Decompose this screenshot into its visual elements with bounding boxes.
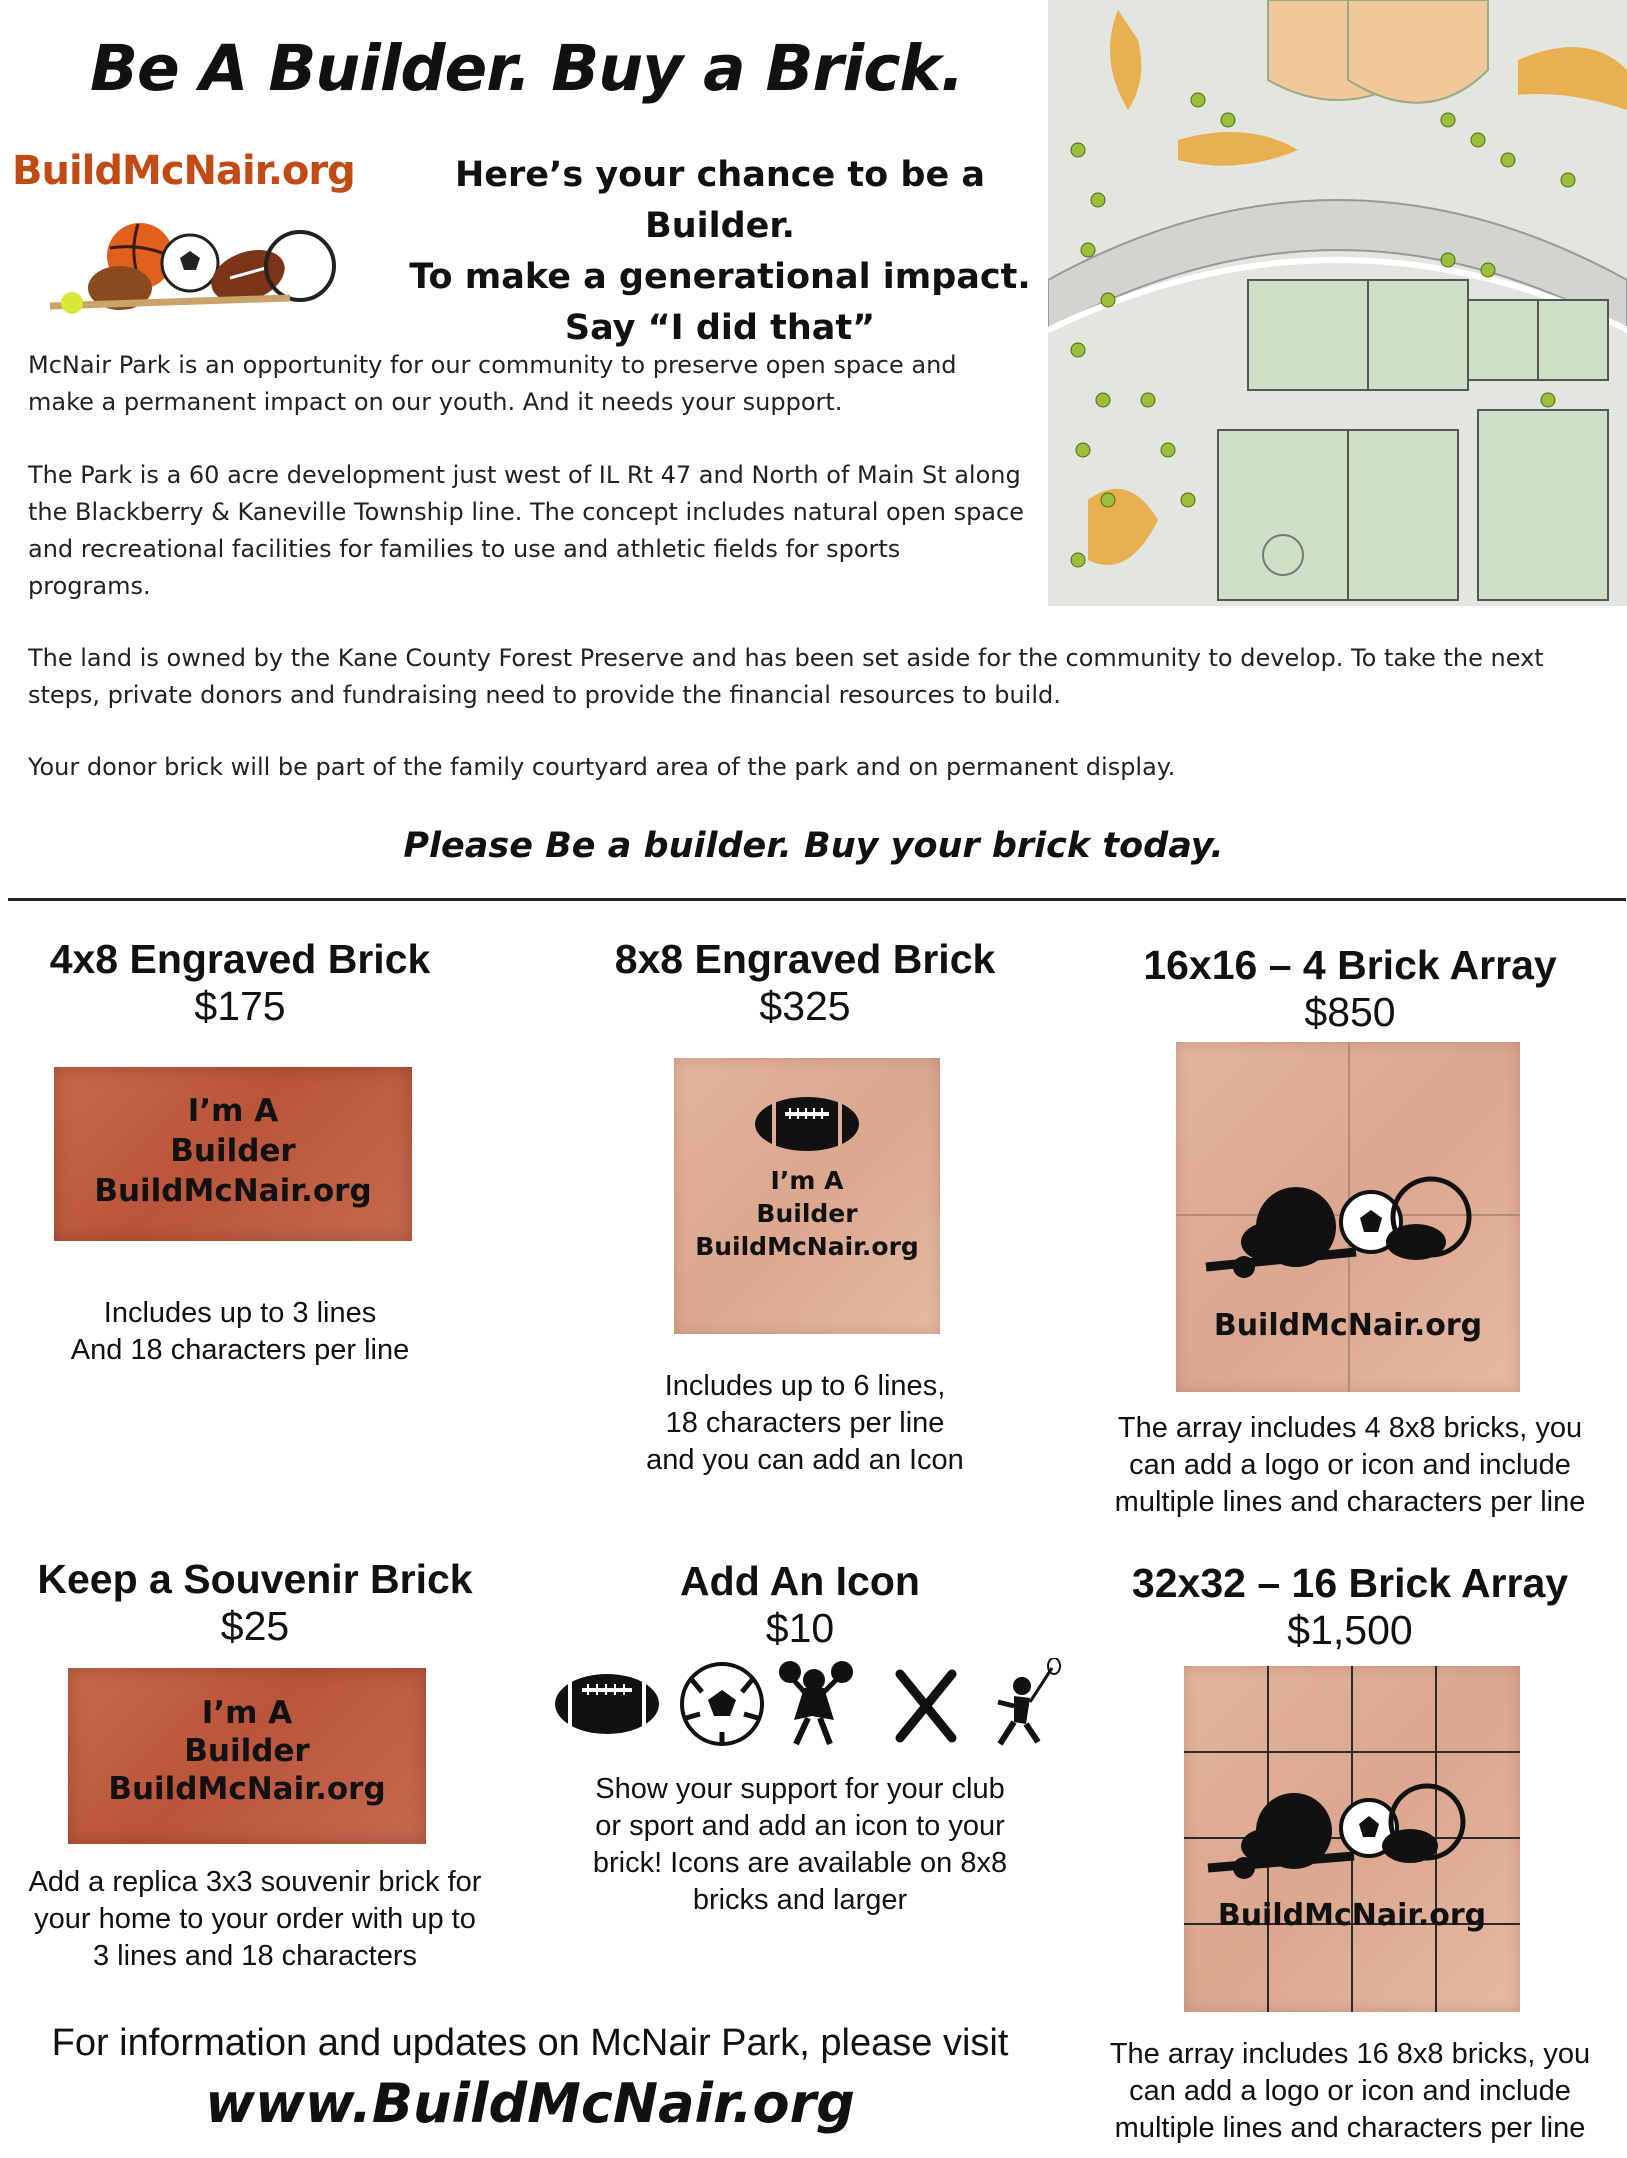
brick-souvenir-image bbox=[68, 1668, 426, 1844]
product-16x16-description bbox=[1090, 1410, 1610, 1521]
desc-line: multiple lines and characters per line bbox=[1114, 1486, 1586, 1518]
product-souvenir-description bbox=[5, 1864, 505, 1975]
desc-line: Show your support for your club bbox=[595, 1773, 1005, 1805]
footer-url-link[interactable]: www.BuildMcNair.org bbox=[205, 2072, 855, 2135]
desc-line: multiple lines and characters per line bbox=[1114, 2112, 1586, 2144]
crossed-bats-icon bbox=[900, 1674, 952, 1738]
footer-text: For information and updates on McNair Park, please visit bbox=[51, 2022, 1009, 2064]
football-icon bbox=[752, 1094, 862, 1154]
tagline-line-1: Here’s your chance to be a Builder. bbox=[455, 155, 985, 246]
section-divider bbox=[8, 898, 1626, 901]
intro-paragraph-4: Your donor brick will be part of the family courtyard area of the park and on permanent display. bbox=[28, 753, 1176, 781]
brick-line-1: I’m A bbox=[201, 1695, 293, 1731]
desc-line: can add a logo or icon and include bbox=[1129, 2075, 1571, 2107]
product-icon-description bbox=[555, 1771, 1045, 1919]
brick-line-2: Builder bbox=[756, 1199, 858, 1228]
product-4x8-title: 4x8 Engraved Brick bbox=[49, 936, 431, 982]
page-title: Be A Builder. Buy a Brick. bbox=[90, 32, 964, 105]
product-4x8-description bbox=[20, 1295, 460, 1369]
brick-8x8-image bbox=[674, 1058, 940, 1334]
product-32x32-title: 32x32 – 16 Brick Array bbox=[1131, 1560, 1569, 1606]
product-8x8-title: 8x8 Engraved Brick bbox=[614, 936, 996, 982]
desc-line: The array includes 16 8x8 bricks, you bbox=[1109, 2038, 1591, 2070]
product-16x16-price: $850 bbox=[1304, 989, 1396, 1035]
lacrosse-player-icon bbox=[998, 1658, 1060, 1744]
product-8x8-description bbox=[565, 1368, 1045, 1479]
product-8x8 bbox=[565, 936, 1045, 1030]
product-icon-price: $10 bbox=[765, 1605, 835, 1651]
product-32x32-description bbox=[1080, 2036, 1620, 2147]
logo-text: BuildMcNair.org bbox=[12, 148, 355, 194]
product-16x16 bbox=[1090, 942, 1610, 1036]
product-4x8 bbox=[20, 936, 460, 1030]
tagline bbox=[400, 150, 1040, 354]
desc-line: brick! Icons are available on 8x8 bbox=[592, 1847, 1008, 1879]
product-8x8-price: $325 bbox=[759, 983, 851, 1029]
call-to-action: Please Be a builder. Buy your brick today. bbox=[403, 826, 1224, 866]
sports-balls-icon bbox=[1176, 1122, 1520, 1322]
array-label: BuildMcNair.org bbox=[1213, 1308, 1483, 1343]
icon-options bbox=[552, 1658, 1062, 1750]
brick-line-3: BuildMcNair.org bbox=[695, 1232, 919, 1261]
product-souvenir-price: $25 bbox=[220, 1603, 290, 1649]
intro-paragraph-3: The land is owned by the Kane County Forest Preserve and has been set aside for the community to develop. To take the next steps, private donors and fundraising need to provide the financial resources to build. bbox=[28, 644, 1544, 709]
brick-4x8-image bbox=[54, 1067, 412, 1241]
brick-line-1: I’m A bbox=[770, 1166, 844, 1195]
desc-line: Includes up to 3 lines bbox=[103, 1297, 377, 1329]
product-16x16-title: 16x16 – 4 Brick Array bbox=[1143, 942, 1557, 988]
tagline-line-2: To make a generational impact. bbox=[409, 257, 1031, 297]
brick-line-3: BuildMcNair.org bbox=[94, 1173, 372, 1209]
product-souvenir-title: Keep a Souvenir Brick bbox=[37, 1556, 473, 1602]
football-icon bbox=[555, 1674, 659, 1734]
desc-line: your home to your order with up to bbox=[34, 1903, 476, 1935]
desc-line: or sport and add an icon to your bbox=[595, 1810, 1005, 1842]
brick-line-2: Builder bbox=[184, 1733, 310, 1769]
array-label: BuildMcNair.org bbox=[1217, 1898, 1487, 1933]
desc-line: 3 lines and 18 characters bbox=[92, 1940, 418, 1972]
park-site-plan bbox=[1048, 0, 1627, 606]
brick-line-3: BuildMcNair.org bbox=[108, 1771, 386, 1807]
desc-line: Includes up to 6 lines, bbox=[664, 1370, 946, 1402]
brick-array-32x32-image bbox=[1184, 1666, 1520, 2012]
desc-line: Add a replica 3x3 souvenir brick for bbox=[28, 1866, 482, 1898]
sports-balls-icon bbox=[10, 148, 370, 318]
desc-line: 18 characters per line bbox=[665, 1407, 945, 1439]
tagline-line-3: Say “I did that” bbox=[564, 308, 876, 348]
product-4x8-price: $175 bbox=[194, 983, 286, 1029]
desc-line: and you can add an Icon bbox=[646, 1444, 964, 1476]
buildmcnair-logo bbox=[10, 148, 370, 318]
brick-line-1: I’m A bbox=[187, 1093, 279, 1129]
soccer-ball-icon bbox=[682, 1664, 762, 1744]
intro-paragraph-2: The Park is a 60 acre development just west of IL Rt 47 and North of Main St along the Blackberry & Kaneville Township line. The concept includes natural open space and recreational facilities for families to use and athletic fields for sports programs. bbox=[28, 461, 1024, 600]
brick-line-2: Builder bbox=[170, 1133, 296, 1169]
desc-line: bricks and larger bbox=[692, 1884, 908, 1916]
product-32x32 bbox=[1090, 1560, 1610, 1654]
desc-line: can add a logo or icon and include bbox=[1129, 1449, 1571, 1481]
product-icon-title: Add An Icon bbox=[680, 1558, 920, 1604]
product-souvenir bbox=[10, 1556, 500, 1650]
desc-line: And 18 characters per line bbox=[70, 1334, 410, 1366]
product-32x32-price: $1,500 bbox=[1287, 1607, 1413, 1653]
cheerleader-icon bbox=[779, 1661, 853, 1744]
brick-array-16x16-image bbox=[1176, 1042, 1520, 1392]
intro-paragraph-1: McNair Park is an opportunity for our community to preserve open space and make a permanent impact on our youth. And it needs your support. bbox=[28, 351, 957, 416]
desc-line: The array includes 4 8x8 bricks, you bbox=[1117, 1412, 1583, 1444]
product-icon bbox=[560, 1558, 1040, 1652]
sports-balls-icon bbox=[1184, 1736, 1520, 1916]
